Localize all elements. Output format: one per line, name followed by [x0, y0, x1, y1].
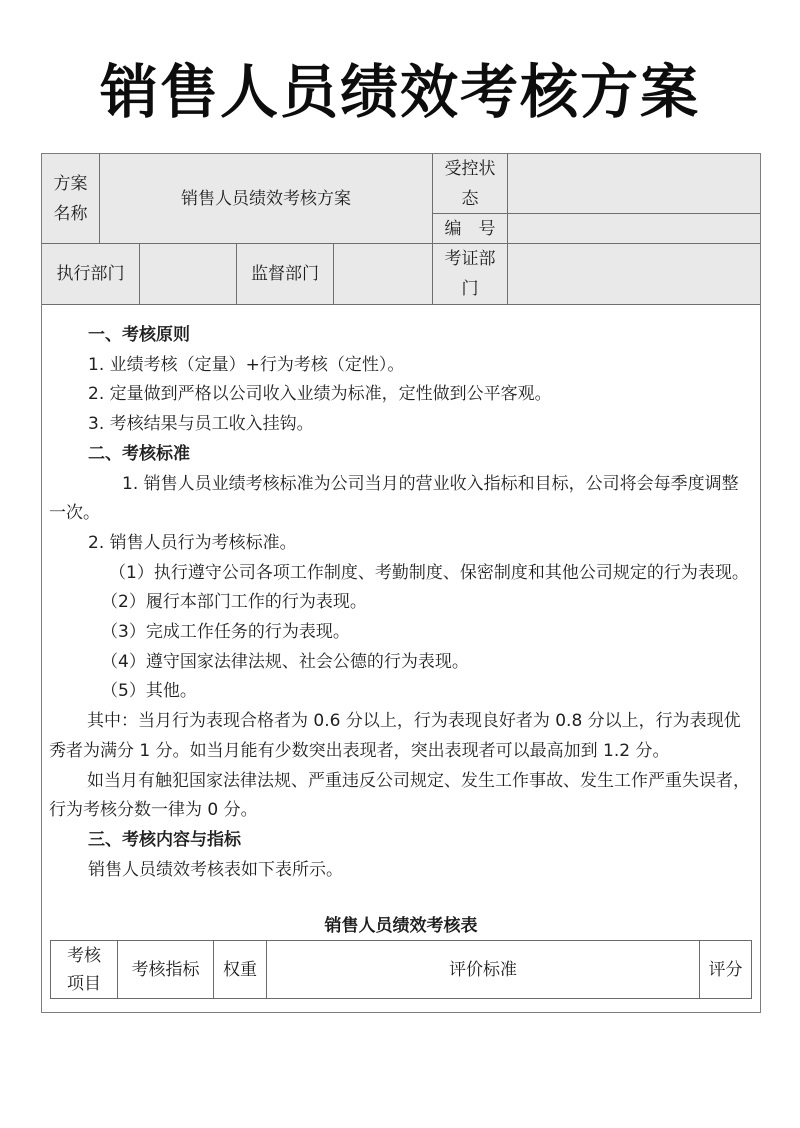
kpi-header-weight: 权重 — [214, 941, 267, 998]
behavior-item-2: （2）履行本部门工作的行为表现。 — [101, 592, 367, 613]
kpi-header-indicator: 考核指标 — [118, 941, 214, 998]
supervise-dept-value[interactable] — [334, 244, 433, 305]
verify-dept-value[interactable] — [508, 244, 760, 305]
verify-dept-label: 考证部 门 — [433, 244, 508, 305]
plan-name-value[interactable]: 销售人员绩效考核方案 — [100, 154, 433, 244]
section-1-heading: 一、考核原则 — [88, 325, 190, 345]
kpi-table — [50, 940, 752, 999]
section-3-text: 销售人员绩效考核表如下表所示。 — [88, 859, 343, 880]
behavior-item-3: （3）完成工作任务的行为表现。 — [101, 622, 350, 643]
principle-item-2: 2. 定量做到严格以公司收入业绩为标准，定性做到公平客观。 — [88, 384, 552, 405]
section-2-heading: 二、考核标准 — [88, 443, 190, 464]
kpi-header-score: 评分 — [708, 959, 743, 980]
control-status-label: 受控状 态 — [433, 154, 508, 214]
principle-item-3: 3. 考核结果与员工收入挂钩。 — [88, 414, 314, 435]
principle-item-1: 1. 业绩考核（定量）+行为考核（定性）。 — [88, 354, 405, 375]
kpi-table-caption: 销售人员绩效考核表 — [324, 916, 478, 936]
exec-dept-value[interactable] — [140, 244, 237, 305]
behavior-note-2: 如当月有触犯国家法律法规、严重违反公司规定、发生工作事故、发生工作严重失误者，行为考核分数一律为 0 分。 — [49, 770, 750, 821]
behavior-note-1: 其中：当月行为表现合格者为 0.6 分以上，行为表现良好者为 0.8 分以上，行为表现优秀者为满分 1 分。如当月能有少数突出表现者，突出表现者可以最高加到 1.2 分。 — [49, 711, 741, 761]
plan-name-label: 方案 名称 — [42, 154, 100, 244]
section-3-heading: 三、考核内容与指标 — [88, 829, 241, 850]
supervise-dept-label: 监督部门 — [237, 244, 334, 305]
control-status-value[interactable] — [508, 154, 760, 214]
kpi-header-item: 考核 项目 — [51, 941, 118, 998]
document-title: 销售人员绩效考核方案 — [99, 58, 700, 126]
behavior-item-4: （4）遵守国家法律法规、社会公德的行为表现。 — [101, 651, 469, 672]
document-body — [41, 321, 761, 885]
behavior-item-5: （5）其他。 — [101, 681, 197, 702]
number-label: 编 号 — [433, 214, 508, 244]
exec-dept-label: 执行部门 — [42, 244, 140, 305]
number-value[interactable] — [508, 214, 760, 244]
behavior-item-1: （1）执行遵守公司各项工作制度、考勤制度、保密制度和其他公司规定的行为表现。 — [109, 562, 749, 583]
kpi-header-criteria: 评价标准 — [267, 941, 700, 998]
standard-item-2: 2. 销售人员行为考核标准。 — [88, 532, 297, 553]
standard-item-1: 1. 销售人员业绩考核标准为公司当月的营业收入指标和目标，公司将会每季度调整一次。 — [49, 473, 739, 524]
